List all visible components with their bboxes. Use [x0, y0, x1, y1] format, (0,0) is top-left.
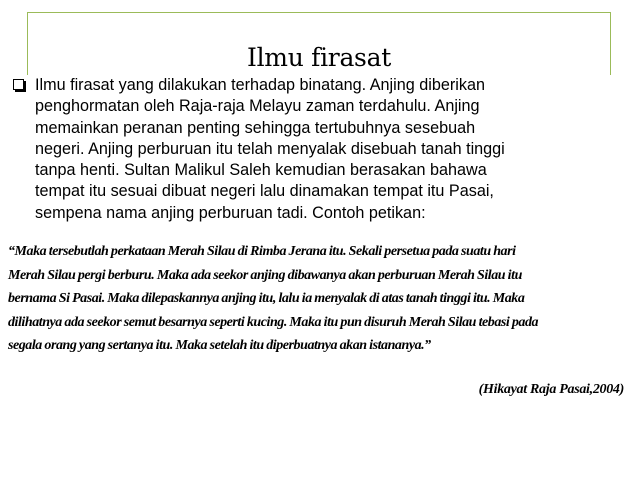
bullet-text: Ilmu firasat yang dilakukan terhadap binatang. Anjing diberikan penghormatan oleh Raja-raja Melayu zaman terdahulu. Anjing memainkan peranan penting sehingga tertubuhnya sesebuah negeri. Anjing perburuan itu telah menyalak disebuah tanah tinggi tanpa henti. Sultan Malikul Saleh kemudian berasakan bahawa tempat itu sesuai dibuat negeri lalu dinamakan tempat itu Pasai, sempena nama anjing perburuan tadi. Contoh petikan: — [35, 76, 505, 222]
checkbox-bullet-icon — [13, 79, 24, 90]
slide-title: Ilmu firasat — [247, 43, 391, 72]
quote-citation: (Hikayat Raja Pasai,2004) — [478, 382, 624, 397]
quote-excerpt: “Maka tersebutlah perkataan Merah Silau di Rimba Jerana itu. Sekali persetua pada suatu hari Merah Silau pergi berburu. Maka ada seekor anjing dibawanya akan perburuan Merah Silau itu bernama Si Pasai. Maka dilepaskannya anjing itu, lalu ia menyalak di atas tanah tinggi itu. Maka dilihatnya ada seekor semut besarnya seperti kucing. Maka itu pun disuruh Merah Silau tebasi pada segala orang yang sertanya itu. Maka setelah itu diperbuatnya akan istananya.” — [8, 244, 539, 354]
bullet-paragraph — [13, 75, 613, 224]
